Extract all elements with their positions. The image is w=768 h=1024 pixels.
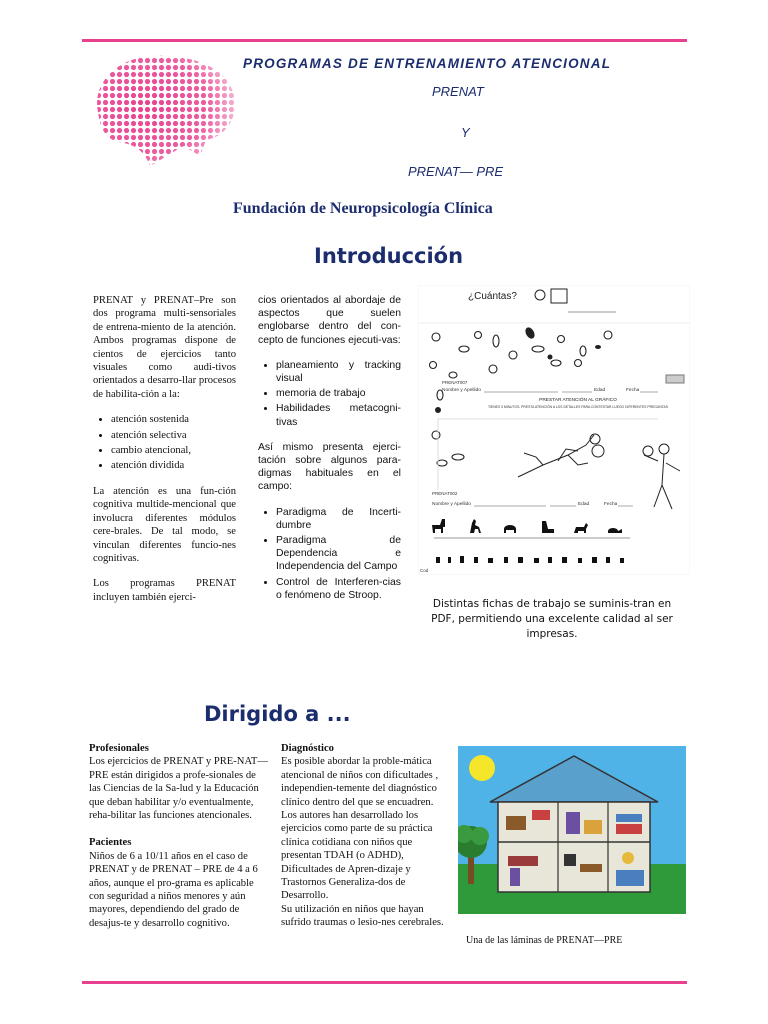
top-rule [82, 39, 687, 42]
worksheet-code: PRENAT007 [442, 380, 468, 385]
worksheet-age: Edad [594, 388, 606, 393]
intro-column-1 [93, 294, 236, 616]
list-item: • Control de Interferen-cias o fenómeno de Stroop. [276, 576, 401, 602]
intro-paragraph: PRENAT y PRENAT–Pre son dos programa multi-sensoriales de entrena-miento de la atención. Ambos programas dispone de cientos de ejercicios tanto visuales como audi-tivos orientados a desarro-llar procesos de habilita-ción a la: [93, 295, 236, 400]
worksheet-caption: Distintas fichas de trabajo se suminis-tran en PDF, permitiendo una excelente calidad al ser impresas. [431, 598, 673, 640]
audience-heading: Dirigido a ... [204, 702, 351, 726]
professionals-text: Los ejercicios de PRENAT y PRE-NAT—PRE están dirigidos a profe-sionales de las Ciencias de la Sa-lud y la Educación que deban habilitar y/o eventualmente, reha-bilitar las funciones atencionales. [89, 756, 268, 822]
worksheet-footer: Cod [420, 568, 429, 573]
list-item: • Paradigma de Incerti-dumbre [276, 506, 401, 532]
worksheet-name-line: Nombre y Apellido [442, 388, 481, 393]
audience-column-1 [89, 742, 269, 942]
sun-icon [469, 755, 495, 781]
furniture-icon [506, 816, 526, 830]
diagnosis-text-2: Su utilización en niños que hayan sufrido traumas o lesio-nes cerebrales. [281, 903, 444, 929]
furniture-icon [566, 812, 580, 834]
intro-paragraph: cios orientados al abordaje de aspectos que suelen englobarse dentro del con-cepto de funciones ejecuti-vas: [258, 295, 401, 346]
attention-list [93, 413, 236, 473]
tree-trunk [468, 854, 474, 884]
tv-icon [564, 854, 576, 866]
list-item: • cambio atencional, [111, 444, 236, 457]
sofa-icon [508, 856, 538, 866]
worksheet-date: Fecha [604, 502, 618, 507]
intro-paragraph: La atención es una fun-ción cognitiva multide-mencional que involucra diferentes módulos cere-brales. De tal modo, se vinculan diferentes funcio-nes cognitivas. [93, 485, 236, 564]
worksheet-date: Fecha [626, 388, 640, 393]
house-illustration [458, 746, 686, 914]
prenat-pre-label: PRENAT— PRE [408, 164, 504, 179]
list-item: • Paradigma de Dependencia e Independencia del Campo [276, 534, 401, 574]
worksheet-question: ¿Cuántas? [468, 291, 517, 302]
worksheet-instructions: TIENES 5 MINUTOS. PRESTA ATENCIÓN A LOS DETALLES PARA CONTESTAR LUEGO DIFERENTES PREGUNTAS [488, 405, 681, 409]
executive-functions-list [258, 359, 401, 429]
list-item: • atención selectiva [111, 429, 236, 442]
worksheet-name-line: Nombre y Apellido [432, 502, 471, 507]
intro-paragraph: Así mismo presenta ejerci-tación sobre algunos para-digmas habituales en el campo: [258, 441, 401, 493]
worksheet-image [418, 285, 690, 575]
list-item: • Habilidades metacogni-tivas [276, 402, 401, 428]
list-item: • atención dividida [111, 459, 236, 472]
diagnosis-heading: Diagnóstico [281, 743, 334, 754]
audience-column-2 [281, 742, 444, 942]
list-item: • planeamiento y tracking visual [276, 359, 401, 385]
house-caption: Una de las láminas de PRENAT—PRE [466, 935, 623, 946]
list-item: • memoria de trabajo [276, 387, 401, 400]
bed-icon [616, 814, 642, 822]
patients-heading: Pacientes [89, 837, 132, 849]
worksheet-code: PRENAT002 [432, 491, 458, 496]
intro-paragraph: Los programas PRENAT incluyen también ejerci- [93, 578, 236, 603]
list-item: • atención sostenida [111, 413, 236, 426]
organization-name: Fundación de Neuropsicología Clínica [233, 200, 493, 217]
worksheet-age: Edad [578, 502, 590, 507]
patients-text: Niños de 6 a 10/11 años en el caso de PRENAT y de PRENAT – PRE de 4 a 6 años, aunque el pro-grama es aplicable con seguridad a niños menores y aún mayores, dependiendo del grado de desajus-te y desarrollo cognitivo. [89, 850, 258, 929]
program-title: PROGRAMAS DE ENTRENAMIENTO ATENCIONAL [243, 56, 612, 71]
intro-heading: Introducción [314, 244, 464, 268]
clock-icon [622, 852, 634, 864]
paradigms-list [258, 506, 401, 602]
diagnosis-text: Es posible abordar la proble-mática atencional de niños con dificultades , independien-temente del diagnóstico clínico dentro del que se encuadren. Los autores han desarrollado los ejercicios como parte de su práctica clínica cotidiana con niños que presentan TDAH (o ADHD), Dificultades de Apren-dizaje y Trastornos Generaliza-dos de Desarrollo. [281, 756, 439, 902]
bottom-rule [82, 981, 687, 984]
professionals-heading: Profesionales [89, 743, 149, 754]
brain-logo-icon [88, 50, 240, 168]
prenat-label: PRENAT [432, 84, 484, 99]
conjunction-label: Y [461, 125, 470, 140]
worksheet-sheet-title: PRESTAR ATENCIÓN AL GRÁFICO [539, 398, 617, 403]
intro-column-2 [258, 294, 401, 614]
